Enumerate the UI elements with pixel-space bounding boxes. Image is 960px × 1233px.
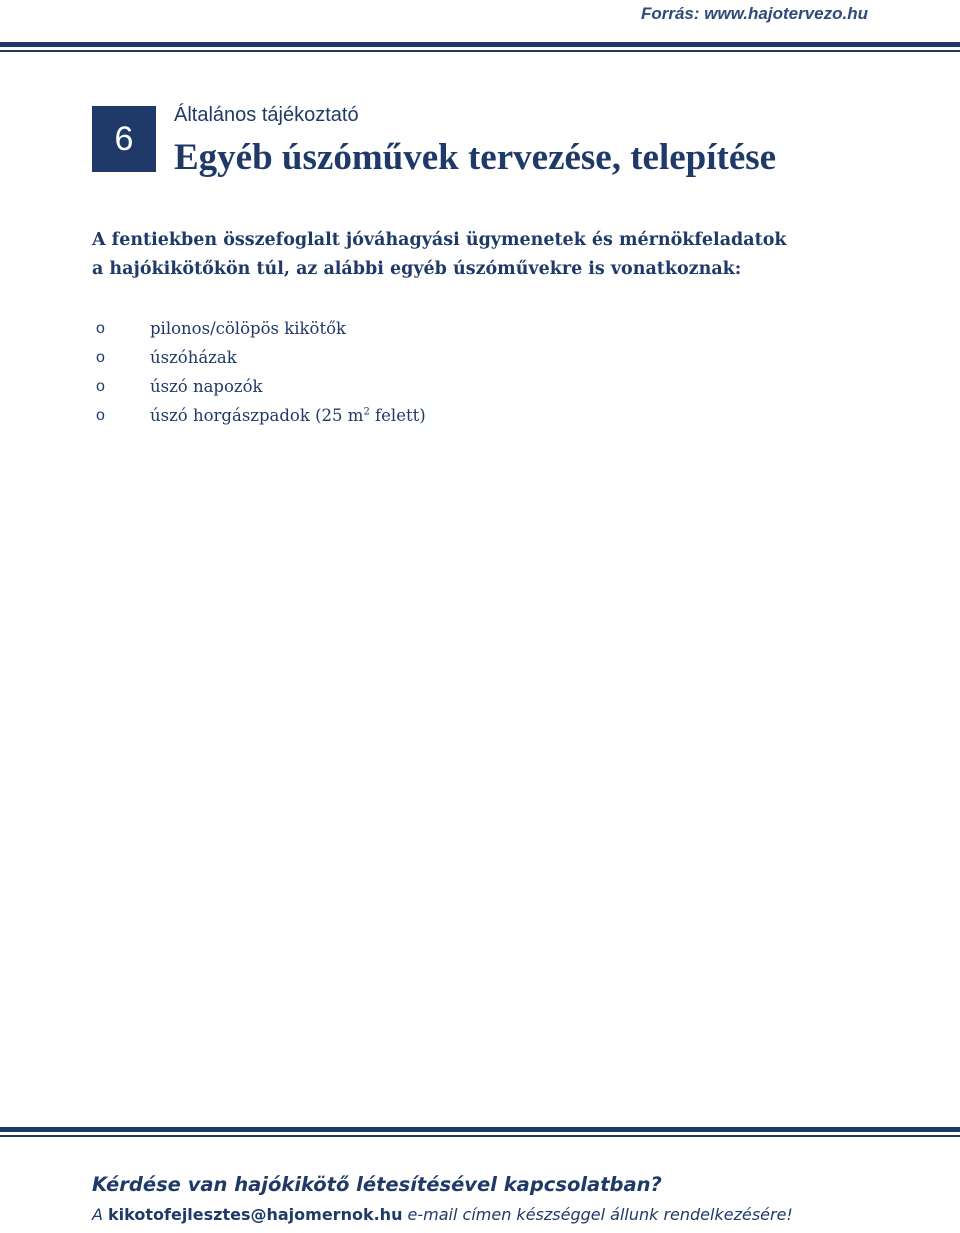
intro-paragraph [92,226,892,284]
list-bullet: o [96,407,105,424]
intro-line-2: a hajókikötőkön túl, az alábbi egyéb úszóművekre is vonatkoznak: [92,259,742,279]
footer-prefix: A [92,1205,109,1224]
superscript-2: 2 [363,406,370,418]
top-divider [0,42,960,52]
list-bullet: o [96,349,105,366]
list-item [96,314,426,343]
list-item-text: úszóházak [150,348,237,367]
list-bullet: o [96,320,105,337]
contact-email-link[interactable]: kikotofejlesztes@hajomernok.hu [108,1205,403,1224]
list-item-text-tail: felett) [369,406,426,425]
bottom-divider [0,1127,960,1137]
list-item-text-main: úszó horgászpadok (25 m [150,406,364,425]
list-item-text [150,401,426,430]
list-item-text: úszó napozók [150,377,263,396]
source-link[interactable]: Forrás: www.hajotervezo.hu [640,4,868,23]
structure-list [96,314,426,430]
footer-question: Kérdése van hajókikötő létesítésével kapcsolatban? [92,1173,662,1196]
footer-contact [92,1205,793,1224]
list-item [96,401,426,430]
list-item-text: pilonos/cölöpös kikötők [150,319,347,338]
chapter-number-badge: 6 [92,106,156,172]
list-item [96,372,426,401]
footer-suffix: e-mail címen készséggel állunk rendelkezésére! [402,1205,793,1224]
intro-line-1: A fentiekben összefoglalt jóváhagyási ügymenetek és mérnökfeladatok [92,230,787,250]
chapter-kicker: Általános tájékoztató [174,104,359,126]
list-bullet: o [96,378,105,395]
page-title: Egyéb úszóművek tervezése, telepítése [174,137,777,178]
list-item [96,343,426,372]
